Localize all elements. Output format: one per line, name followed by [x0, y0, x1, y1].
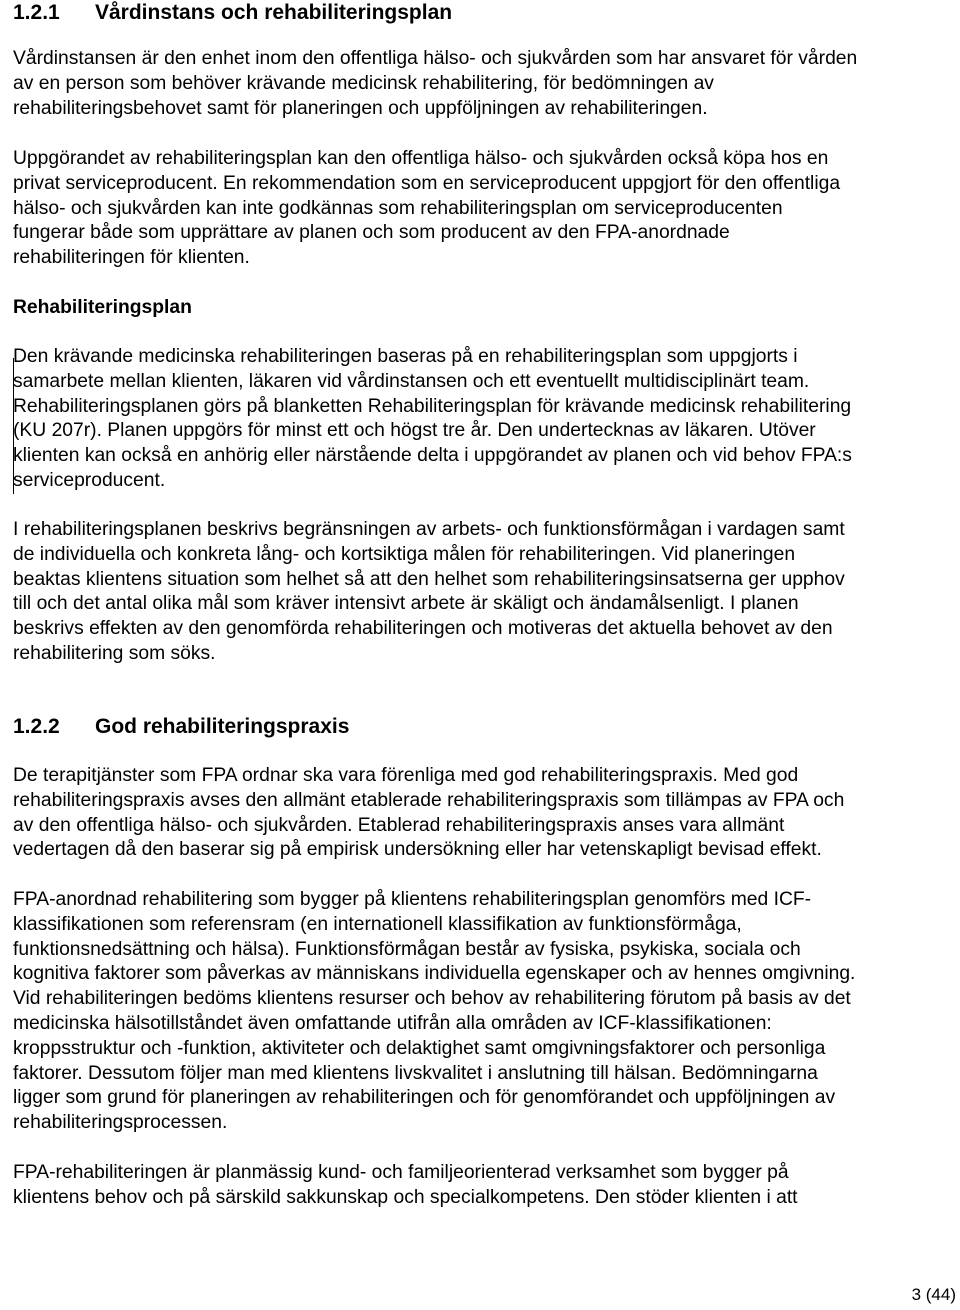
- text-line: fungerar både som upprättare av planen och som producent av den FPA-anordnade: [13, 222, 730, 244]
- text-line: av en person som behöver krävande medicinsk rehabilitering, för bedömningen av: [13, 72, 714, 94]
- paragraph-7: [13, 1161, 948, 1211]
- section-heading-1-2-2: [13, 714, 349, 739]
- paragraph-3: [13, 345, 948, 494]
- text-line: rehabiliteringsbehovet samt för planeringen och uppföljningen av rehabiliteringen.: [13, 97, 708, 119]
- text-line: beaktas klientens situation som helhet så att den helhet som rehabiliteringsinsatserna ger upphov: [13, 568, 845, 590]
- section-title: God rehabiliteringspraxis: [95, 715, 350, 738]
- text-line: medicinska hälsotillståndet även omfattande utifrån alla områden av ICF-klassifikationen:: [13, 1012, 772, 1034]
- text-line: Vårdinstansen är den enhet inom den offentliga hälso- och sjukvården som har ansvaret för vården: [13, 48, 858, 69]
- text-line: kognitiva faktorer som påverkas av människans individuella egenskaper och av hennes omgivning.: [13, 963, 856, 985]
- text-line: funktionsnedsättning och hälsa). Funktionsförmågan består av fysiska, psykiska, sociala och: [13, 938, 801, 960]
- text-line: Vid rehabiliteringen bedöms klientens resurser och behov av rehabilitering förutom på basis av det: [13, 988, 851, 1010]
- text-line: faktorer. Dessutom följer man med klientens livskvalitet i anslutning till hälsan. Bedömningarna: [13, 1062, 818, 1084]
- text-line: privat serviceproducent. En rekommendation som en serviceproducent uppgjort för den offentliga: [13, 172, 841, 194]
- text-line: Den krävande medicinska rehabiliteringen baseras på en rehabiliteringsplan som uppgjorts i: [13, 346, 798, 367]
- text-line: Uppgörandet av rehabiliteringsplan kan den offentliga hälso- och sjukvården också köpa hos en: [13, 148, 829, 169]
- text-line: samarbete mellan klienten, läkaren vid vårdinstansen och ett eventuellt multidisciplinärt team.: [13, 370, 810, 392]
- section-title: Vårdinstans och rehabiliteringsplan: [95, 1, 453, 24]
- section-number: 1.2.1: [13, 1, 60, 24]
- text-line: De terapitjänster som FPA ordnar ska vara förenliga med god rehabiliteringspraxis. Med god: [13, 765, 799, 786]
- text-line: rehabilitering som söks.: [13, 642, 216, 664]
- text-line: rehabiliteringen för klienten.: [13, 247, 250, 269]
- text-line: (KU 207r). Planen uppgörs för minst ett och högst tre år. Den undertecknas av läkaren. Utöver: [13, 420, 816, 442]
- text-line: kroppsstruktur och -funktion, aktiviteter och delaktighet samt omgivningsfaktorer och personliga: [13, 1037, 826, 1059]
- paragraph-1: [13, 47, 948, 121]
- section-heading-1-2-1: [13, 0, 452, 25]
- paragraph-2: [13, 147, 948, 271]
- text-line: klienten kan också en anhörig eller närstående delta i uppgörandet av planen och vid behov FPA:s: [13, 445, 852, 467]
- text-line: vedertagen då den baserar sig på empirisk undersökning eller har vetenskapligt bevisad effekt.: [13, 839, 822, 861]
- text-line: serviceproducent.: [13, 469, 166, 491]
- text-line: Rehabiliteringsplanen görs på blanketten Rehabiliteringsplan för krävande medicinsk rehabilitering: [13, 395, 852, 417]
- text-line: klientens behov och på särskild sakkunskap och specialkompetens. Den stöder klienten i att: [13, 1186, 798, 1208]
- paragraph-4: [13, 518, 948, 667]
- text-line: FPA-rehabiliteringen är planmässig kund- och familjeorienterad verksamhet som bygger på: [13, 1162, 789, 1183]
- text-line: klassifikationen som referensram (en internationell klassifikation av funktionsförmåga,: [13, 913, 742, 935]
- text-line: FPA-anordnad rehabilitering som bygger på klientens rehabiliteringsplan genomförs med ICF-: [13, 889, 812, 910]
- paragraph-5: [13, 764, 948, 863]
- text-line: beskrivs effekten av den genomförda rehabiliteringen och motiveras det aktuella behovet av den: [13, 618, 833, 640]
- text-line: hälso- och sjukvården kan inte godkännas som rehabiliteringsplan om serviceproducenten: [13, 197, 783, 219]
- subheading: Rehabiliteringsplan: [13, 297, 192, 318]
- text-line: rehabiliteringsprocessen.: [13, 1112, 228, 1134]
- paragraph-6: [13, 888, 948, 1136]
- page-number: 3 (44): [911, 1285, 956, 1304]
- text-line: till och det antal olika mål som kräver intensivt arbete är skäligt och ändamålsenligt. I planen: [13, 593, 799, 615]
- text-line: av den offentliga hälso- och sjukvården. Etablerad rehabiliteringspraxis anses vara allmänt: [13, 814, 785, 836]
- text-line: rehabiliteringspraxis avses den allmänt etablerade rehabiliteringspraxis som tillämpas av FPA och: [13, 789, 845, 811]
- text-line: ligger som grund för planeringen av rehabiliteringen och för genomförandet och uppföljningen av: [13, 1087, 836, 1109]
- section-number: 1.2.2: [13, 715, 60, 738]
- text-line: I rehabiliteringsplanen beskrivs begränsningen av arbets- och funktionsförmågan i vardagen samt: [13, 519, 845, 540]
- text-line: de individuella och konkreta lång- och kortsiktiga målen för rehabiliteringen. Vid planeringen: [13, 543, 796, 565]
